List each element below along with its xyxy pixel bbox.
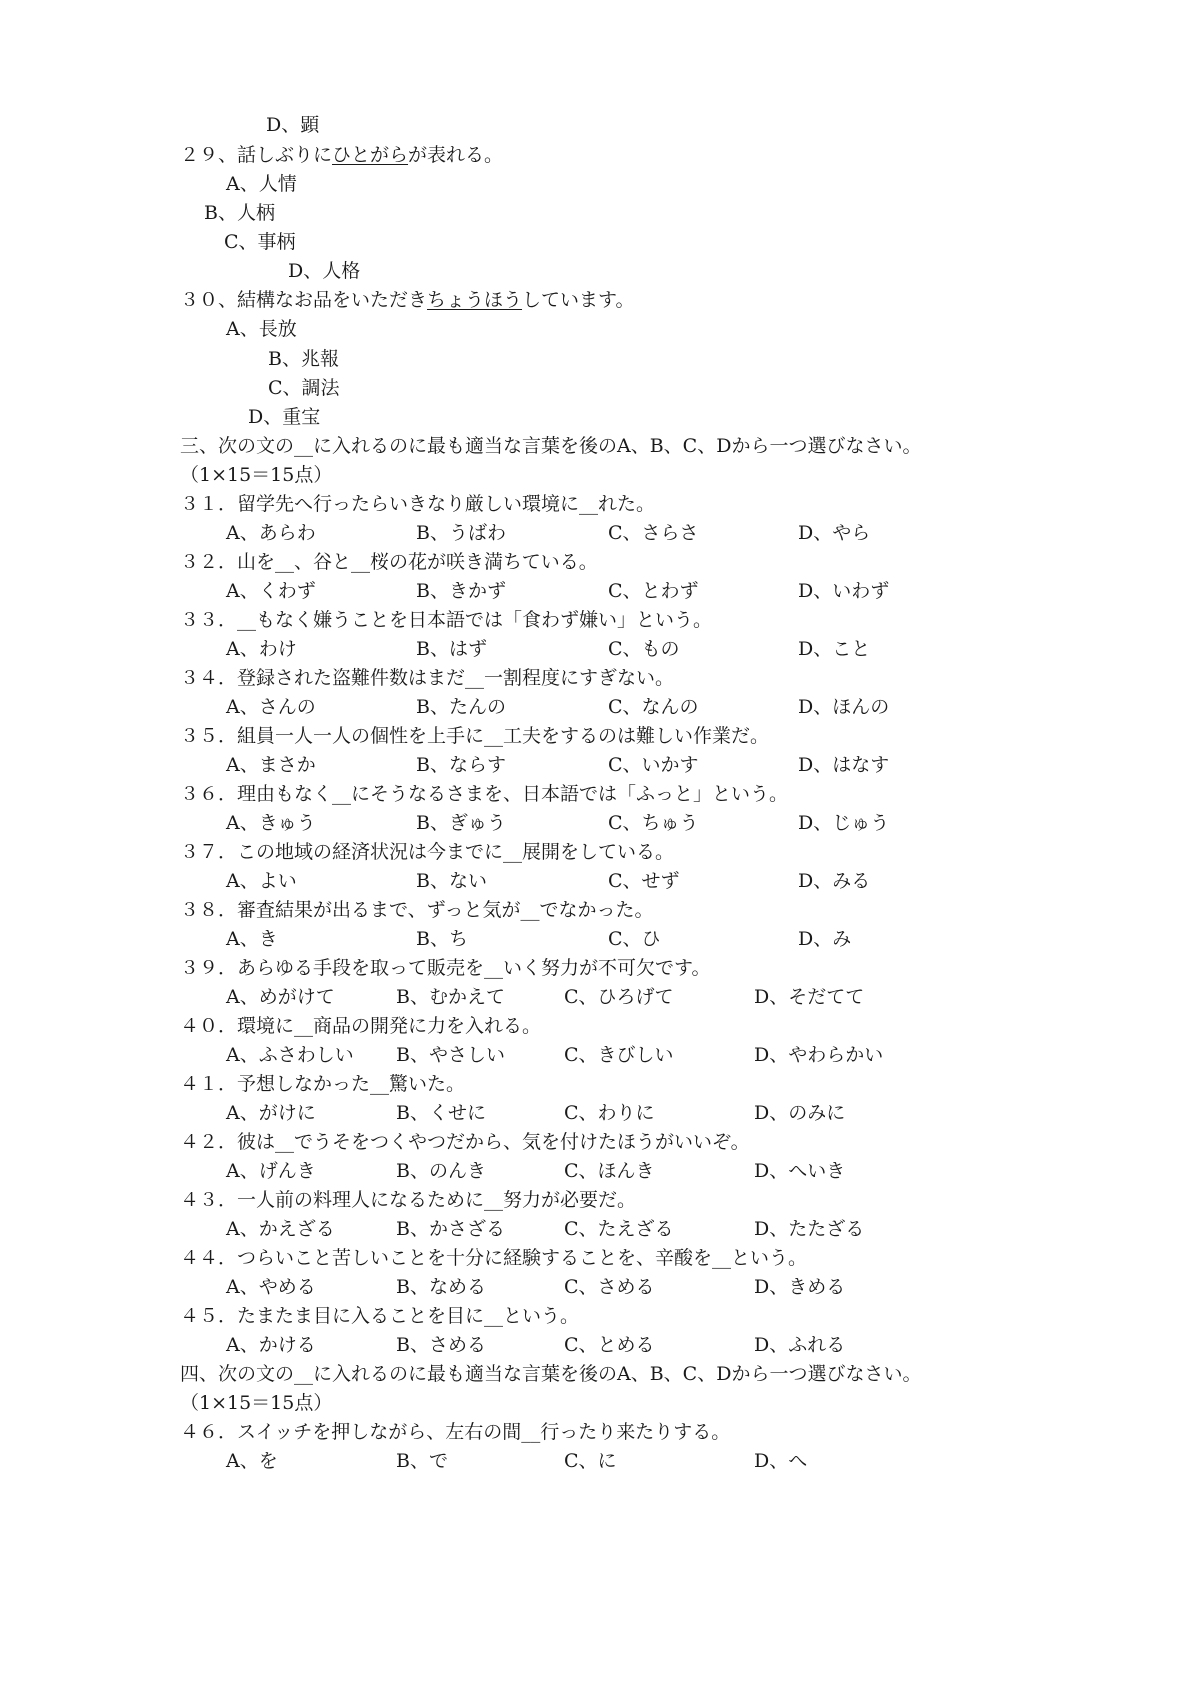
q44-option-d: D、きめる	[754, 1276, 846, 1298]
q44-option-a: A、やめる	[226, 1276, 316, 1298]
q30-target-word: ちょうほう	[427, 289, 523, 311]
q38-stem: ３８．審査結果が出るまで、ずっと気が__でなかった。	[180, 899, 654, 921]
q30-option-a: A、長放	[226, 318, 297, 340]
q45-option-a: A、かける	[226, 1334, 316, 1356]
q29-option-c: C、事柄	[224, 231, 296, 253]
q28-option-d: D、顕	[266, 114, 320, 136]
q38-option-a: A、き	[226, 928, 278, 950]
q45-options	[0, 1336, 1191, 1358]
q42-options	[0, 1162, 1191, 1184]
q46-option-c: C、に	[564, 1450, 617, 1472]
q30-option-b: B、兆報	[268, 348, 339, 370]
q36-option-a: A、きゅう	[226, 812, 316, 834]
q29-option-b: B、人柄	[204, 202, 275, 224]
q46-option-d: D、へ	[754, 1450, 808, 1472]
q30-stem: ３０、結構なお品をいただきちょうほうしています。	[180, 289, 635, 311]
q38-option-d: D、み	[798, 928, 852, 950]
q35-option-a: A、まさか	[226, 754, 316, 776]
q40-option-a: A、ふさわしい	[226, 1044, 354, 1066]
q34-options	[0, 698, 1191, 720]
q33-options	[0, 640, 1191, 662]
q44-option-c: C、さめる	[564, 1276, 655, 1298]
q31-option-c: C、さらさ	[608, 522, 699, 544]
q34-option-d: D、ほんの	[798, 696, 890, 718]
q35-option-d: D、はなす	[798, 754, 890, 776]
q36-options	[0, 814, 1191, 836]
q43-option-a: A、かえざる	[226, 1218, 335, 1240]
q29-target-word: ひとがら	[332, 144, 409, 166]
q30-option-c: C、調法	[268, 377, 340, 399]
q42-option-d: D、へいき	[754, 1160, 846, 1182]
q39-option-b: B、むかえて	[396, 986, 505, 1008]
q43-option-d: D、たたざる	[754, 1218, 865, 1240]
q41-option-c: C、わりに	[564, 1102, 655, 1124]
q30-option-d: D、重宝	[248, 406, 321, 428]
q46-options	[0, 1452, 1191, 1474]
q33-stem: ３３．__もなく嫌うことを日本語では「食わず嫌い」という。	[180, 609, 713, 631]
q39-stem: ３９．あらゆる手段を取って販売を__いく努力が不可欠です。	[180, 957, 711, 979]
q29-option-d: D、人格	[288, 260, 361, 282]
q36-option-d: D、じゅう	[798, 812, 890, 834]
q34-option-b: B、たんの	[416, 696, 506, 718]
q40-option-d: D、やわらかい	[754, 1044, 884, 1066]
q42-option-a: A、げんき	[226, 1160, 316, 1182]
q44-stem: ４４．つらいこと苦しいことを十分に経験することを、辛酸を__という。	[180, 1247, 808, 1269]
section4-points: （1×15＝15点）	[180, 1392, 333, 1414]
q35-option-c: C、いかす	[608, 754, 699, 776]
q38-option-c: C、ひ	[608, 928, 661, 950]
q33-option-d: D、こと	[798, 638, 871, 660]
q46-option-a: A、を	[226, 1450, 278, 1472]
q36-stem: ３６．理由もなく__にそうなるさまを、日本語では「ふっと」という。	[180, 783, 789, 805]
q43-option-c: C、たえざる	[564, 1218, 674, 1240]
q32-option-a: A、くわず	[226, 580, 316, 602]
q43-option-b: B、かさざる	[396, 1218, 505, 1240]
q41-option-d: D、のみに	[754, 1102, 846, 1124]
q42-option-c: C、ほんき	[564, 1160, 655, 1182]
q45-option-c: C、とめる	[564, 1334, 655, 1356]
q37-stem: ３７．この地域の経済状況は今までに__展開をしている。	[180, 841, 675, 863]
q39-option-d: D、そだてて	[754, 986, 865, 1008]
q44-option-b: B、なめる	[396, 1276, 486, 1298]
q35-options	[0, 756, 1191, 778]
q29-stem: ２９、話しぶりにひとがらが表れる。	[180, 144, 504, 166]
q41-options	[0, 1104, 1191, 1126]
q45-option-d: D、ふれる	[754, 1334, 846, 1356]
q35-stem: ３５．組員一人一人の個性を上手に__工夫をするのは難しい作業だ。	[180, 725, 770, 747]
q32-option-c: C、とわず	[608, 580, 699, 602]
q44-options	[0, 1278, 1191, 1300]
q37-option-b: B、ない	[416, 870, 487, 892]
q33-option-c: C、もの	[608, 638, 680, 660]
section3-heading: 三、次の文の__に入れるのに最も適当な言葉を後のA、B、C、Dから一つ選びなさい。	[180, 435, 922, 457]
q46-stem: ４６．スイッチを押しながら、左右の間__行ったり来たりする。	[180, 1421, 731, 1443]
q41-stem: ４１．予想しなかった__驚いた。	[180, 1073, 466, 1095]
q42-option-b: B、のんき	[396, 1160, 486, 1182]
q37-option-d: D、みる	[798, 870, 871, 892]
q40-stem: ４０．環境に__商品の開発に力を入れる。	[180, 1015, 542, 1037]
q41-option-a: A、がけに	[226, 1102, 316, 1124]
section4-heading: 四、次の文の__に入れるのに最も適当な言葉を後のA、B、C、Dから一つ選びなさい。	[180, 1363, 922, 1385]
q37-options	[0, 872, 1191, 894]
q31-stem: ３１．留学先へ行ったらいきなり厳しい環境に__れた。	[180, 493, 656, 515]
q32-option-b: B、きかず	[416, 580, 506, 602]
q40-option-c: C、きびしい	[564, 1044, 674, 1066]
q38-options	[0, 930, 1191, 952]
q40-option-b: B、やさしい	[396, 1044, 505, 1066]
q33-option-a: A、わけ	[226, 638, 297, 660]
q40-options	[0, 1046, 1191, 1068]
q32-stem: ３２．山を__、谷と__桜の花が咲き満ちている。	[180, 551, 598, 573]
q29-option-a: A、人情	[226, 173, 297, 195]
q39-option-c: C、ひろげて	[564, 986, 674, 1008]
q36-option-c: C、ちゅう	[608, 812, 699, 834]
q37-option-a: A、よい	[226, 870, 297, 892]
q32-options	[0, 582, 1191, 604]
q31-option-a: A、あらわ	[226, 522, 316, 544]
q34-stem: ３４．登録された盗難件数はまだ__一割程度にすぎない。	[180, 667, 675, 689]
q34-option-a: A、さんの	[226, 696, 316, 718]
q35-option-b: B、ならす	[416, 754, 506, 776]
q39-options	[0, 988, 1191, 1010]
q45-option-b: B、さめる	[396, 1334, 486, 1356]
q43-stem: ４３．一人前の料理人になるために__努力が必要だ。	[180, 1189, 637, 1211]
q43-options	[0, 1220, 1191, 1242]
q39-option-a: A、めがけて	[226, 986, 335, 1008]
q34-option-c: C、なんの	[608, 696, 699, 718]
q32-option-d: D、いわず	[798, 580, 890, 602]
q31-option-d: D、やら	[798, 522, 871, 544]
q41-option-b: B、くせに	[396, 1102, 486, 1124]
q33-option-b: B、はず	[416, 638, 487, 660]
q38-option-b: B、ち	[416, 928, 468, 950]
section3-points: （1×15＝15点）	[180, 464, 333, 486]
q31-option-b: B、うばわ	[416, 522, 506, 544]
q45-stem: ４５．たまたま目に入ることを目に__という。	[180, 1305, 580, 1327]
q36-option-b: B、ぎゅう	[416, 812, 506, 834]
q37-option-c: C、せず	[608, 870, 680, 892]
q46-option-b: B、で	[396, 1450, 448, 1472]
q42-stem: ４２．彼は__でうそをつくやつだから、気を付けたほうがいいぞ。	[180, 1131, 750, 1153]
q31-options	[0, 524, 1191, 546]
